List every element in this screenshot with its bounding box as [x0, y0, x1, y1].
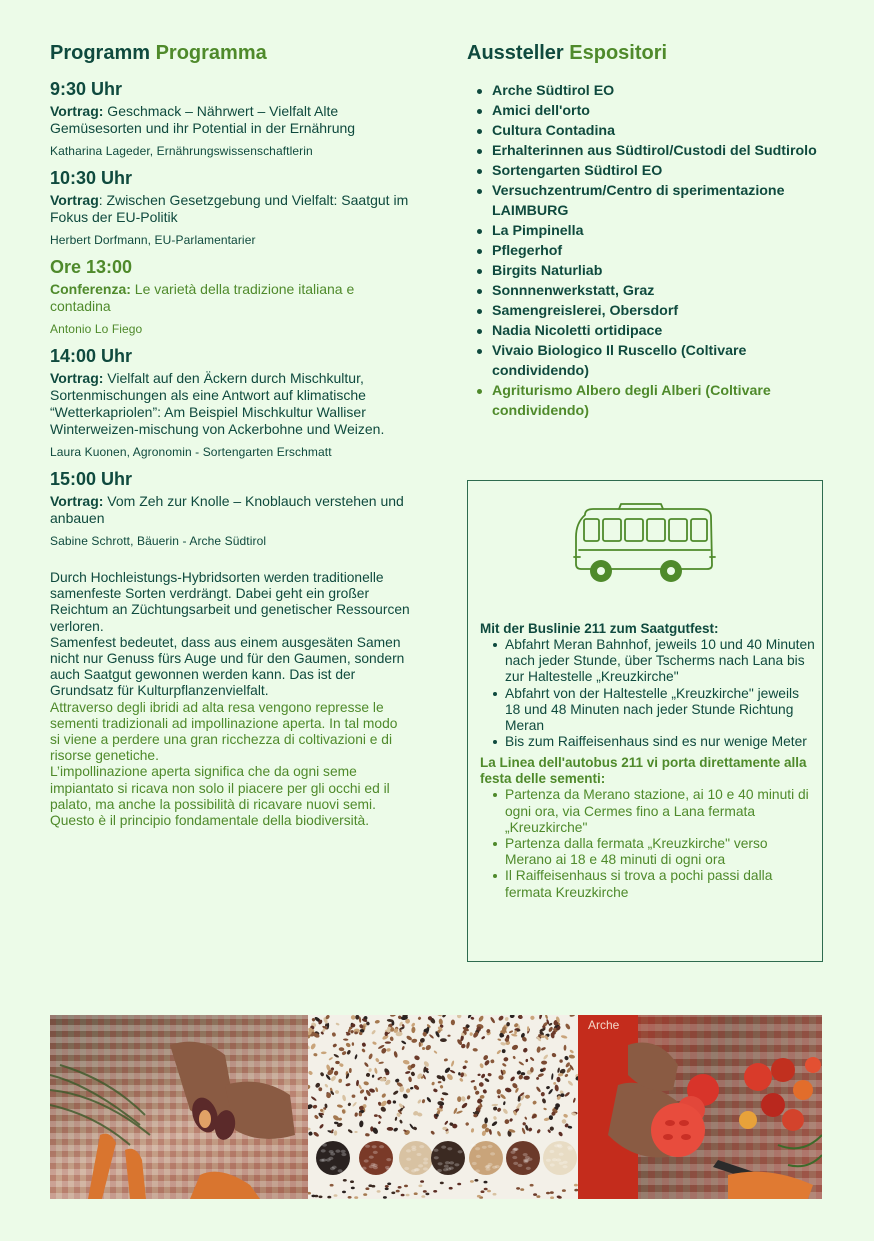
slot-talk: [50, 493, 410, 527]
slot-topic: : Zwischen Gesetzgebung und Vielfalt: Saatgut im Fokus der EU-Politik: [50, 192, 409, 225]
slot-speaker: Herbert Dorfmann, EU-Parlamentarier: [50, 233, 256, 247]
exhibitor-item: Amici dell'orto: [475, 101, 827, 121]
slot-speaker: Katharina Lageder, Ernährungswissenschaftlerin: [50, 144, 313, 158]
exhibitors-title-it: Espositori: [569, 42, 668, 64]
program-slot: [50, 168, 410, 247]
slot-time: 10:30 Uhr: [50, 168, 133, 188]
slot-time: 9:30 Uhr: [50, 79, 123, 99]
slot-time: Ore 13:00: [50, 257, 133, 277]
slot-label: Vortrag:: [50, 103, 104, 119]
exhibitor-item: Agriturismo Albero degli Alberi (Coltivare condividendo): [475, 381, 827, 421]
program-slot: [50, 257, 410, 336]
bus-info-item: Bis zum Raiffeisenhaus sind es nur wenige Meter: [492, 734, 815, 750]
program-slot: [50, 79, 410, 158]
slot-label: Vortrag: [50, 192, 99, 208]
photo-seeds-collection: [308, 1015, 578, 1199]
slot-time: 15:00 Uhr: [50, 469, 133, 489]
slot-talk: [50, 192, 410, 226]
paragraph-de: Durch Hochleistungs-Hybridsorten werden traditionelle samenfeste Sorten verdrängt. Dabei geht ein großer Reichtum an Züchtungsarbeit und genetischer Ressourcen verloren. Samenfest bedeutet, dass aus einem ausgesäten Samen nicht nur Genuss fürs Auge und für den Gaumen, sondern auch Saatgut gewonnen werden kann. Das ist der Grundsatz für Kulturpflanzenvielfalt.: [50, 570, 410, 699]
exhibitor-item: La Pimpinella: [475, 221, 827, 241]
exhibitors-title-de: Aussteller: [467, 42, 564, 64]
slot-label: Vortrag:: [50, 493, 104, 509]
program-title-de: Programm: [50, 42, 151, 64]
exhibitors-list: [475, 81, 827, 421]
slot-speaker: Laura Kuonen, Agronomin - Sortengarten Erschmatt: [50, 445, 332, 459]
exhibitor-item: Arche Südtirol EO: [475, 81, 827, 101]
exhibitor-item: Birgits Naturliab: [475, 261, 827, 281]
slot-topic: Vielfalt auf den Äckern durch Mischkultur, Sortenmischungen als eine Antwort auf klimatische “Wetterkapriolen”: Am Beispiel Mischkultur Walliser Winterweizen-mischung von Ackerbohne und Weizen.: [50, 370, 385, 437]
photo-tomatoes: [578, 1015, 822, 1199]
bus-text: [480, 621, 815, 901]
slot-speaker: Sabine Schrott, Bäuerin - Arche Südtirol: [50, 534, 267, 548]
slot-topic: Geschmack – Nährwert – Vielfalt Alte Gemüsesorten und ihr Potential in der Ernährung: [50, 103, 356, 136]
slot-talk: [50, 370, 410, 438]
info-paragraphs: [50, 570, 410, 829]
bus-heading-de: Mit der Buslinie 211 zum Saatgutfest:: [480, 621, 719, 636]
exhibitor-item: Samengreislerei, Obersdorf: [475, 301, 827, 321]
slot-topic: Le varietà della tradizione italiana e contadina: [50, 281, 355, 314]
photo-vegetables-hands: [50, 1015, 308, 1199]
bus-info-item: Partenza dalla fermata „Kreuzkirche" verso Merano ai 18 e 48 minuti di ogni ora: [492, 836, 815, 868]
bus-list-it: [492, 787, 815, 900]
exhibitor-item: Sortengarten Südtirol EO: [475, 161, 827, 181]
exhibitor-item: Vivaio Biologico Il Ruscello (Coltivare condividendo): [475, 341, 827, 381]
exhibitor-item: Pflegerhof: [475, 241, 827, 261]
bus-icon: [571, 503, 717, 585]
program-slot: [50, 346, 410, 459]
program-slots: [50, 79, 410, 548]
bus-info-item: Abfahrt von der Haltestelle „Kreuzkirche" jeweils 18 und 48 Minuten nach jeder Stunde Richtung Meran: [492, 686, 815, 735]
program-slot: [50, 469, 410, 548]
bus-heading-it: La Linea dell'autobus 211 vi porta direttamente alla festa delle sementi:: [480, 755, 807, 787]
bus-info-item: Partenza da Merano stazione, ai 10 e 40 minuti di ogni ora, via Cermes fino a Lana fermata „Kreuzkirche": [492, 787, 815, 836]
paragraph-it: Attraverso degli ibridi ad alta resa vengono represse le sementi tradizionali ad impollinazione aperta. In tal modo si viene a perdere una gran ricchezza di coltivazioni e di risorse genetiche. L’impollinazione aperta significa che da ogni seme impiantato si ricava non solo il piacere per gli occhi ed il palato, ma anche la possibilità di ricavare nuovi semi. Questo è il principio fondamentale della biodiversità.: [50, 699, 398, 829]
slot-speaker: Antonio Lo Fiego: [50, 322, 143, 336]
program-column: [50, 42, 410, 829]
slot-topic: Vom Zeh zur Knolle – Knoblauch verstehen und anbauen: [50, 493, 404, 526]
bus-info-box: [467, 480, 823, 962]
program-title-it: Programma: [155, 42, 267, 64]
exhibitor-item: Erhalterinnen aus Südtirol/Custodi del Sudtirolo: [475, 141, 827, 161]
exhibitor-item: Cultura Contadina: [475, 121, 827, 141]
slot-label: Conferenza:: [50, 281, 131, 297]
program-title: [50, 42, 410, 65]
bus-list-de: [492, 637, 815, 750]
slot-talk: [50, 103, 410, 137]
exhibitor-item: Nadia Nicoletti ortidipace: [475, 321, 827, 341]
slot-label: Vortrag:: [50, 370, 104, 386]
slot-talk: [50, 281, 410, 315]
bus-info-item: Il Raiffeisenhaus si trova a pochi passi dalla fermata Kreuzkirche: [492, 868, 815, 900]
exhibitors-title: [467, 42, 827, 65]
apron-text: Arche: [588, 1018, 620, 1032]
slot-time: 14:00 Uhr: [50, 346, 133, 366]
exhibitor-item: Sonnnenwerkstatt, Graz: [475, 281, 827, 301]
exhibitors-column: [467, 42, 827, 421]
exhibitor-item: Versuchzentrum/Centro di sperimentazione LAIMBURG: [475, 181, 827, 221]
bus-info-item: Abfahrt Meran Bahnhof, jeweils 10 und 40 Minuten nach jeder Stunde, über Tscherms nach Lana bis zur Haltestelle „Kreuzkirche": [492, 637, 815, 686]
